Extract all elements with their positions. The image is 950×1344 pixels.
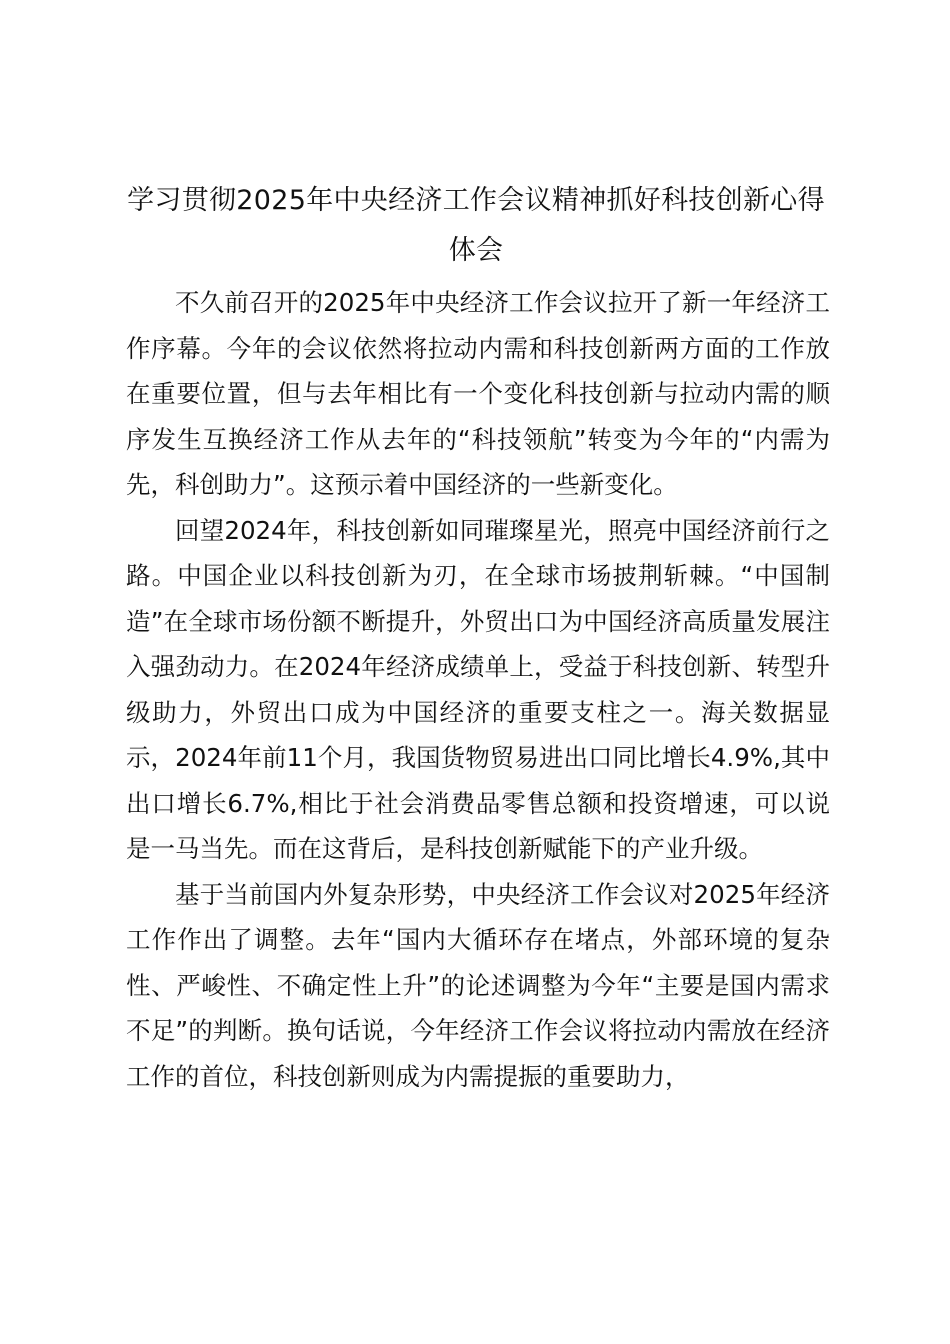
paragraph-1: 不久前召开的2025年中央经济工作会议拉开了新一年经济工作序幕。今年的会议依然将拉动内需和科技创新两方面的工作放在重要位置，但与去年相比有一个变化科技创新与拉动内需的顺序发生互换经济工作从去年的“科技领航”转变为今年的“内需为先，科创助力”。这预示着中国经济的一些新变化。	[126, 288, 830, 499]
document-title: 学习贯彻2025年中央经济工作会议精神抓好科技创新心得体会	[127, 185, 825, 266]
paragraph-2: 回望2024年，科技创新如同璀璨星光，照亮中国经济前行之路。中国企业以科技创新为刃，在全球市场披荆斩棘。“中国制造”在全球市场份额不断提升，外贸出口为中国经济高质量发展注入强劲动力。在2024年经济成绩单上，受益于科技创新、转型升级助力，外贸出口成为中国经济的重要支柱之一。海关数据显示，2024年前11个月，我国货物贸易进出口同比增长4.9%,其中出口增长6.7%,相比于社会消费品零售总额和投资增速，可以说是一马当先。而在这背后，是科技创新赋能下的产业升级。	[126, 515, 830, 863]
paragraph-3: 基于当前国内外复杂形势，中央经济工作会议对2025年经济工作作出了调整。去年“国内大循环存在堵点，外部环境的复杂性、严峻性、不确定性上升”的论述调整为今年“主要是国内需求不足”的判断。换句话说，今年经济工作会议将拉动内需放在经济工作的首位，科技创新则成为内需提振的重要助力，	[126, 879, 830, 1091]
document-body	[126, 280, 830, 1099]
